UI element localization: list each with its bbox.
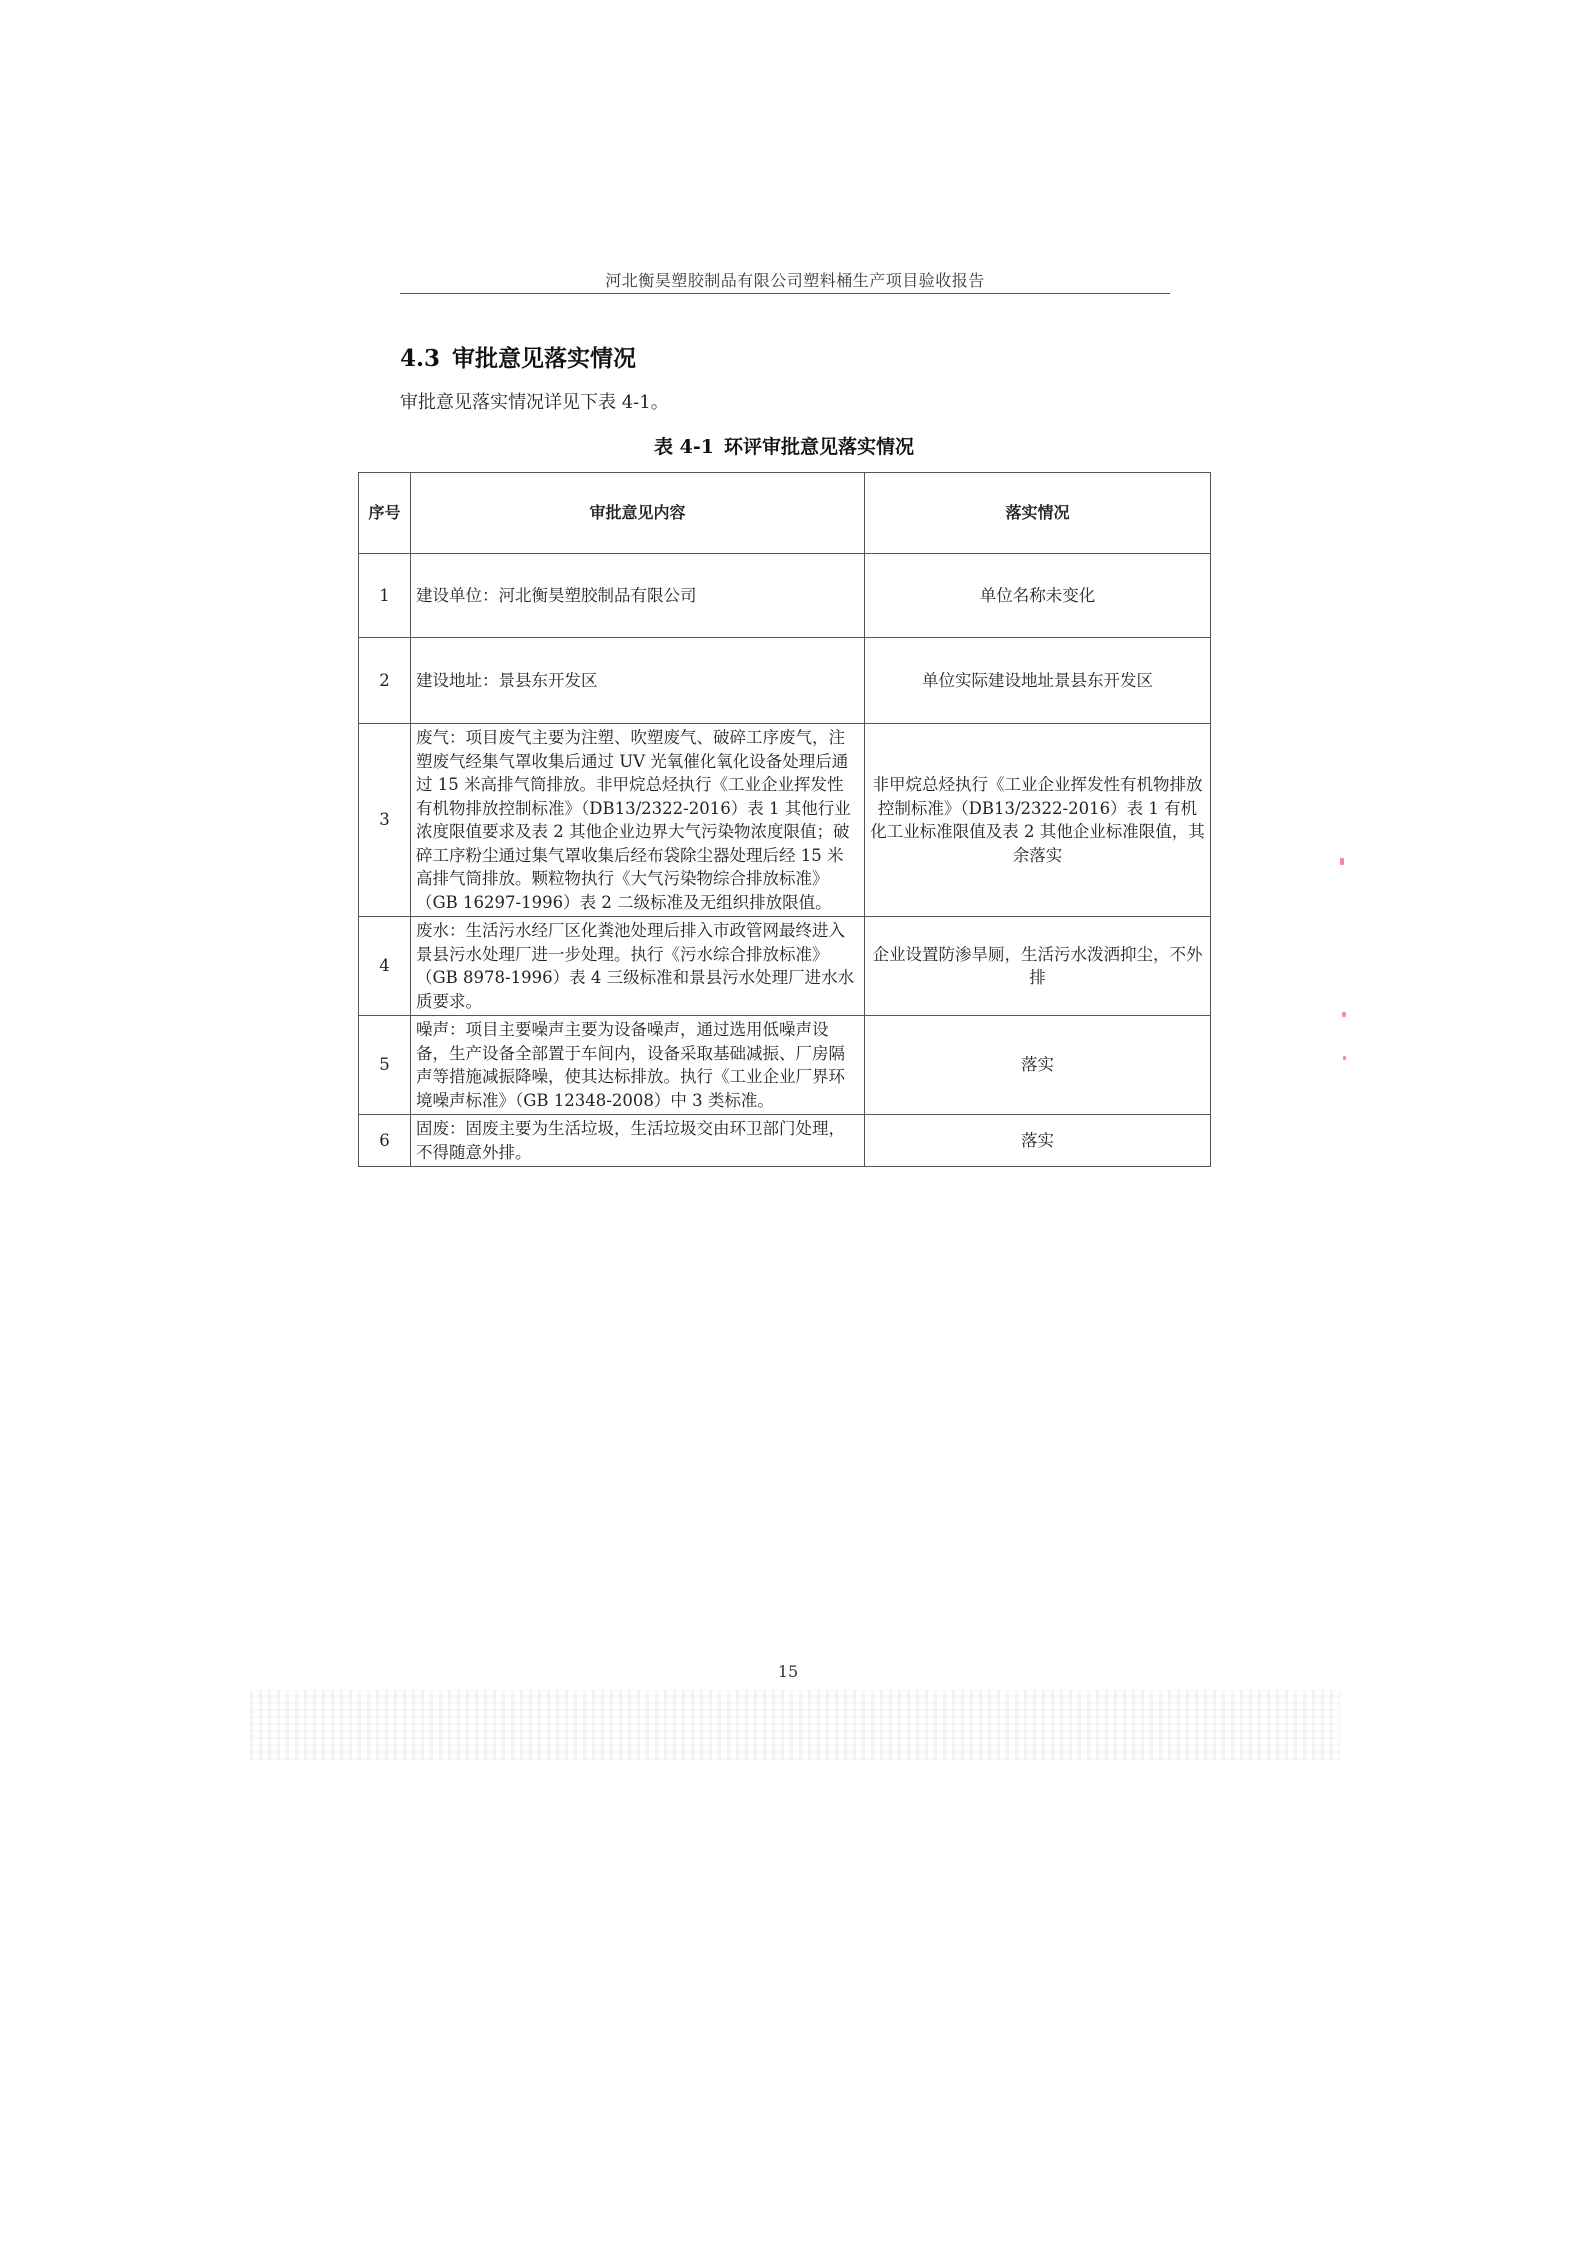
row-implementation-status: 落实 [865,1016,1211,1115]
table-header-row [359,473,1211,554]
approval-opinions-table [358,472,1211,1167]
row-implementation-status: 单位名称未变化 [865,554,1211,638]
row-serial-number: 5 [359,1016,411,1115]
row-opinion-content: 噪声：项目主要噪声主要为设备噪声，通过选用低噪声设备，生产设备全部置于车间内，设备采取基础减振、厂房隔声等措施减振降噪，使其达标排放。执行《工业企业厂界环境噪声标准》（GB 12348-2008）中 3 类标准。 [411,1016,865,1115]
row-serial-number: 4 [359,917,411,1016]
row-opinion-content: 建设单位：河北衡昊塑胶制品有限公司 [411,554,865,638]
intro-paragraph: 审批意见落实情况详见下表 4-1。 [400,392,669,413]
table-row [359,1016,1211,1115]
section-number: 4.3 [400,345,441,372]
header-implementation-status: 落实情况 [865,473,1211,554]
row-implementation-status: 单位实际建设地址景县东开发区 [865,638,1211,724]
row-opinion-content: 固废：固废主要为生活垃圾，生活垃圾交由环卫部门处理，不得随意外排。 [411,1115,865,1167]
scan-artifact-band [250,1690,1340,1760]
section-title: 审批意见落实情况 [452,345,637,372]
header-divider [400,293,1170,294]
table-row [359,917,1211,1016]
table-caption-number: 表 4-1 [654,436,714,458]
row-opinion-content: 废水：生活污水经厂区化粪池处理后排入市政管网最终进入景县污水处理厂进一步处理。执行《污水综合排放标准》（GB 8978-1996）表 4 三级标准和景县污水处理厂进水水质要求。 [411,917,865,1016]
table-row [359,554,1211,638]
table-row [359,724,1211,917]
header-serial-number: 序号 [359,473,411,554]
row-opinion-content: 废气：项目废气主要为注塑、吹塑废气、破碎工序废气，注塑废气经集气罩收集后通过 UV 光氧催化氧化设备处理后通过 15 米高排气筒排放。非甲烷总烃执行《工业企业挥发性有机物排放控制标准》（DB13/2322-2016）表 1 其他行业浓度限值要求及表 2 其他企业边界大气污染物浓度限值；破碎工序粉尘通过集气罩收集后经布袋除尘器处理后经 15 米高排气筒排放。颗粒物执行《大气污染物综合排放标准》（GB 16297-1996）表 2 二级标准及无组织排放限值。 [411,724,865,917]
table-caption [358,432,1210,459]
page-number: 15 [777,1662,799,1681]
table-row [359,638,1211,724]
scan-speck [1342,1012,1346,1017]
table-caption-title: 环评审批意见落实情况 [723,436,914,458]
row-implementation-status: 非甲烷总烃执行《工业企业挥发性有机物排放控制标准》（DB13/2322-2016）表 1 有机化工业标准限值及表 2 其他企业标准限值，其余落实 [865,724,1211,917]
row-serial-number: 1 [359,554,411,638]
header-opinion-content: 审批意见内容 [411,473,865,554]
row-implementation-status: 企业设置防渗旱厕，生活污水泼洒抑尘，不外排 [865,917,1211,1016]
row-serial-number: 2 [359,638,411,724]
row-opinion-content: 建设地址：景县东开发区 [411,638,865,724]
table-row [359,1115,1211,1167]
section-heading [400,340,636,373]
row-serial-number: 3 [359,724,411,917]
report-header-title: 河北衡昊塑胶制品有限公司塑料桶生产项目验收报告 [605,271,985,290]
row-implementation-status: 落实 [865,1115,1211,1167]
scan-speck [1340,858,1344,865]
scan-speck [1343,1056,1346,1060]
row-serial-number: 6 [359,1115,411,1167]
